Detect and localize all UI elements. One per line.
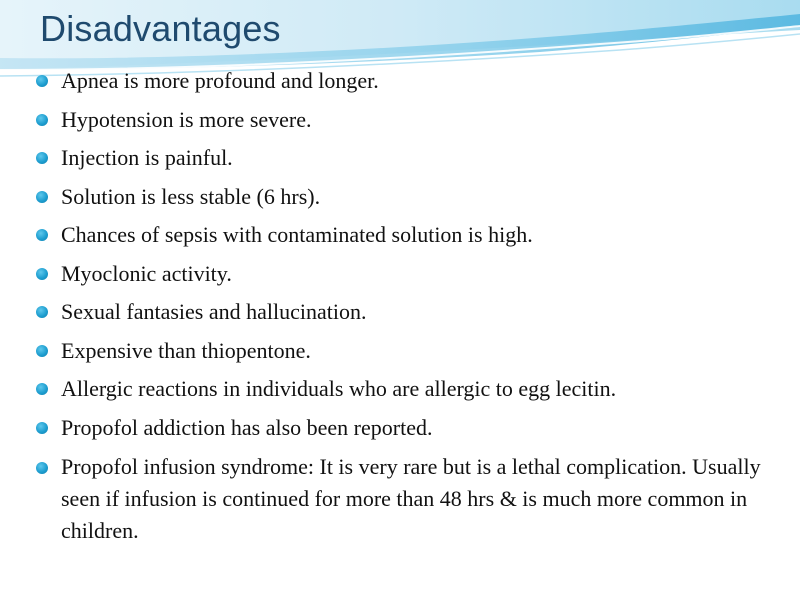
- list-item: [36, 182, 786, 211]
- list-item: [36, 143, 786, 172]
- list-item: [36, 220, 786, 249]
- list-item: [36, 413, 786, 442]
- list-item: [36, 105, 786, 134]
- bullet-dot-icon: [36, 345, 48, 357]
- bullet-dot-icon: [36, 383, 48, 395]
- list-item-text: Hypotension is more severe.: [61, 106, 312, 132]
- list-item-text: Apnea is more profound and longer.: [61, 68, 379, 93]
- list-item-text: Expensive than thiopentone.: [61, 337, 311, 363]
- list-item-text: Solution is less stable (6 hrs).: [61, 183, 321, 209]
- list-item: [36, 66, 786, 95]
- list-item: [36, 374, 786, 403]
- bullet-list: [36, 66, 786, 557]
- list-item-text: Injection is painful.: [61, 145, 233, 170]
- list-item: [36, 336, 786, 365]
- list-item: [36, 451, 786, 547]
- list-item: [36, 297, 786, 326]
- list-item-text: Propofol addiction has also been reported.: [61, 414, 433, 440]
- bullet-dot-icon: [36, 229, 48, 241]
- bullet-dot-icon: [36, 306, 48, 318]
- list-item-text: Chances of sepsis with contaminated solution is high.: [61, 222, 533, 247]
- bullet-dot-icon: [36, 152, 48, 164]
- bullet-dot-icon: [36, 114, 48, 126]
- bullet-dot-icon: [36, 191, 48, 203]
- list-item-text: Allergic reactions in individuals who are allergic to egg lecitin.: [61, 376, 617, 401]
- list-item: [36, 259, 786, 288]
- bullet-dot-icon: [36, 75, 48, 87]
- list-item-text: Myoclonic activity.: [61, 260, 232, 286]
- bullet-dot-icon: [36, 268, 48, 280]
- list-item-text: Propofol infusion syndrome: It is very rare but is a lethal complication. Usually seen if infusion is continued for more than 48 hrs & is much more common in children.: [61, 454, 761, 543]
- bullet-dot-icon: [36, 462, 48, 474]
- bullet-dot-icon: [36, 422, 48, 434]
- slide-title: Disadvantages: [40, 8, 281, 49]
- list-item-text: Sexual fantasies and hallucination.: [61, 299, 367, 324]
